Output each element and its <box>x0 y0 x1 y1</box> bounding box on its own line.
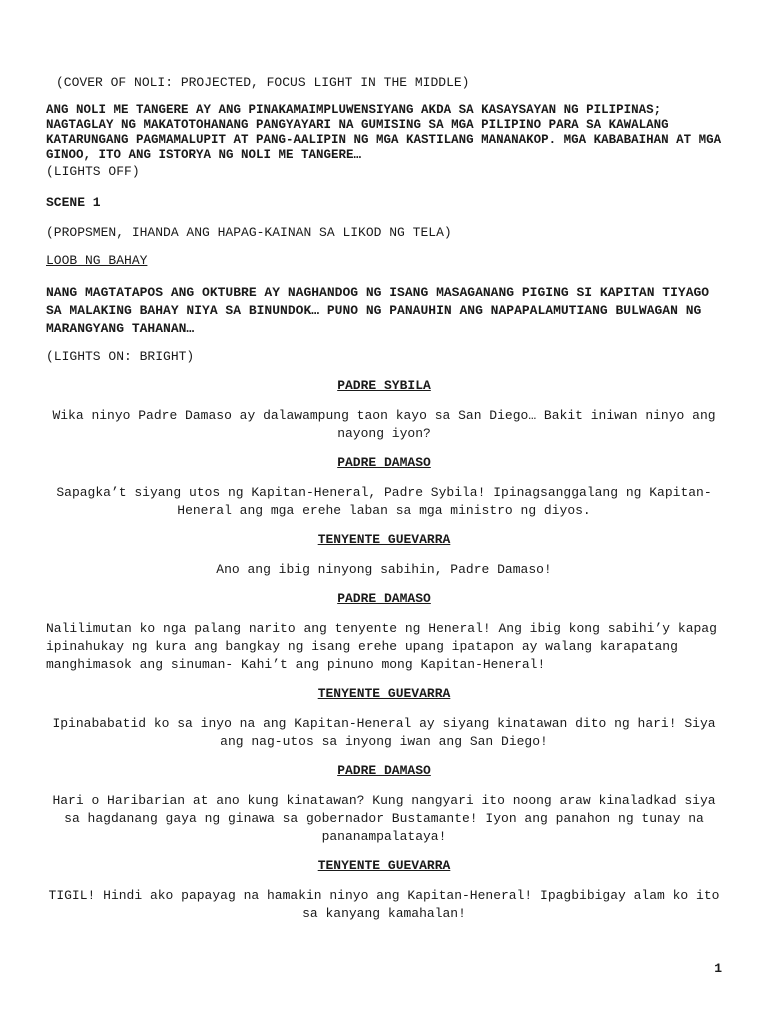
dialogue-line: Nalilimutan ko nga palang narito ang tenyente ng Heneral! Ang ibig kong sabihi’y kapag ipinahukay ng kura ang bangkay ng isang erehe upang ipatapon ay walang karapatang manghimasok ang sinuman- Kahi’t ang pinuno mong Kapitan-Heneral! <box>46 621 717 672</box>
speaker-name: TENYENTE GUEVARRA <box>317 686 451 701</box>
location-label: LOOB NG BAHAY <box>46 253 148 268</box>
dialogue-line: Hari o Haribarian at ano kung kinatawan? Kung nangyari ito noong araw kinaladkad siya sa hagdanang gaya ng ginawa sa gobernador Bustamante! Iyon ang panahon ng tunay na pananampalataya! <box>52 793 716 844</box>
location-heading <box>46 252 722 270</box>
stage-direction-lights-on: (LIGHTS ON: BRIGHT) <box>46 349 195 364</box>
speaker-name: TENYENTE GUEVARRA <box>317 532 451 547</box>
speaker-name: PADRE DAMASO <box>337 763 431 778</box>
stage-direction-cover: (COVER OF NOLI: PROJECTED, FOCUS LIGHT IN THE MIDDLE) <box>56 75 470 90</box>
page-number: 1 <box>714 961 722 976</box>
speaker-name: PADRE DAMASO <box>337 591 431 606</box>
stage-direction-lights-off: (LIGHTS OFF) <box>46 164 140 179</box>
speaker-name: TENYENTE GUEVARRA <box>317 858 451 873</box>
dialogue-line: TIGIL! Hindi ako papayag na hamakin ninyo ang Kapitan-Heneral! Ipagbibigay alam ko ito sa kanyang kamahalan! <box>48 888 720 921</box>
scene-heading: SCENE 1 <box>46 195 101 210</box>
intro-narration: ANG NOLI ME TANGERE AY ANG PINAKAMAIMPLUWENSIYANG AKDA SA KASAYSAYAN NG PILIPINAS; NAGTAGLAY NG MAKATOTOHANANG PANGYAYARI NA GUMISING SA MGA PILIPINO PARA SA KAWALANG KATARUNGANG PAGMAMALUPIT AT PANG-AALIPIN NG MGA KASTILANG MANANAKOP. MGA KABABAIHAN AT MGA GINOO, ITO ANG ISTORYA NG NOLI ME TANGERE… <box>46 103 722 162</box>
dialogue-line: Wika ninyo Padre Damaso ay dalawampung taon kayo sa San Diego… Bakit iniwan ninyo ang nayong iyon? <box>52 408 716 441</box>
dialogue-line: Ano ang ibig ninyong sabihin, Padre Damaso! <box>216 562 552 577</box>
speaker-name: PADRE SYBILA <box>337 378 431 393</box>
dialogue-line: Ipinababatid ko sa inyo na ang Kapitan-Heneral ay siyang kinatawan dito ng hari! Siya ang nag-utos sa inyong iwan ang San Diego! <box>52 716 716 749</box>
speaker-name: PADRE DAMASO <box>337 455 431 470</box>
stage-direction-props: (PROPSMEN, IHANDA ANG HAPAG-KAINAN SA LIKOD NG TELA) <box>46 225 452 240</box>
scene-narration: NANG MAGTATAPOS ANG OKTUBRE AY NAGHANDOG NG ISANG MASAGANANG PIGING SI KAPITAN TIYAGO SA MALAKING BAHAY NIYA SA BINUNDOK… PUNO NG PANAUHIN ANG NAPAPALAMUTIANG BULWAGAN NG MARANGYANG TAHANAN… <box>46 285 710 336</box>
dialogue-line: Sapagka’t siyang utos ng Kapitan-Heneral, Padre Sybila! Ipinagsanggalang ng Kapitan-Heneral ang mga erehe laban sa mga ministro ng diyos. <box>56 485 712 518</box>
script-page <box>46 74 722 923</box>
